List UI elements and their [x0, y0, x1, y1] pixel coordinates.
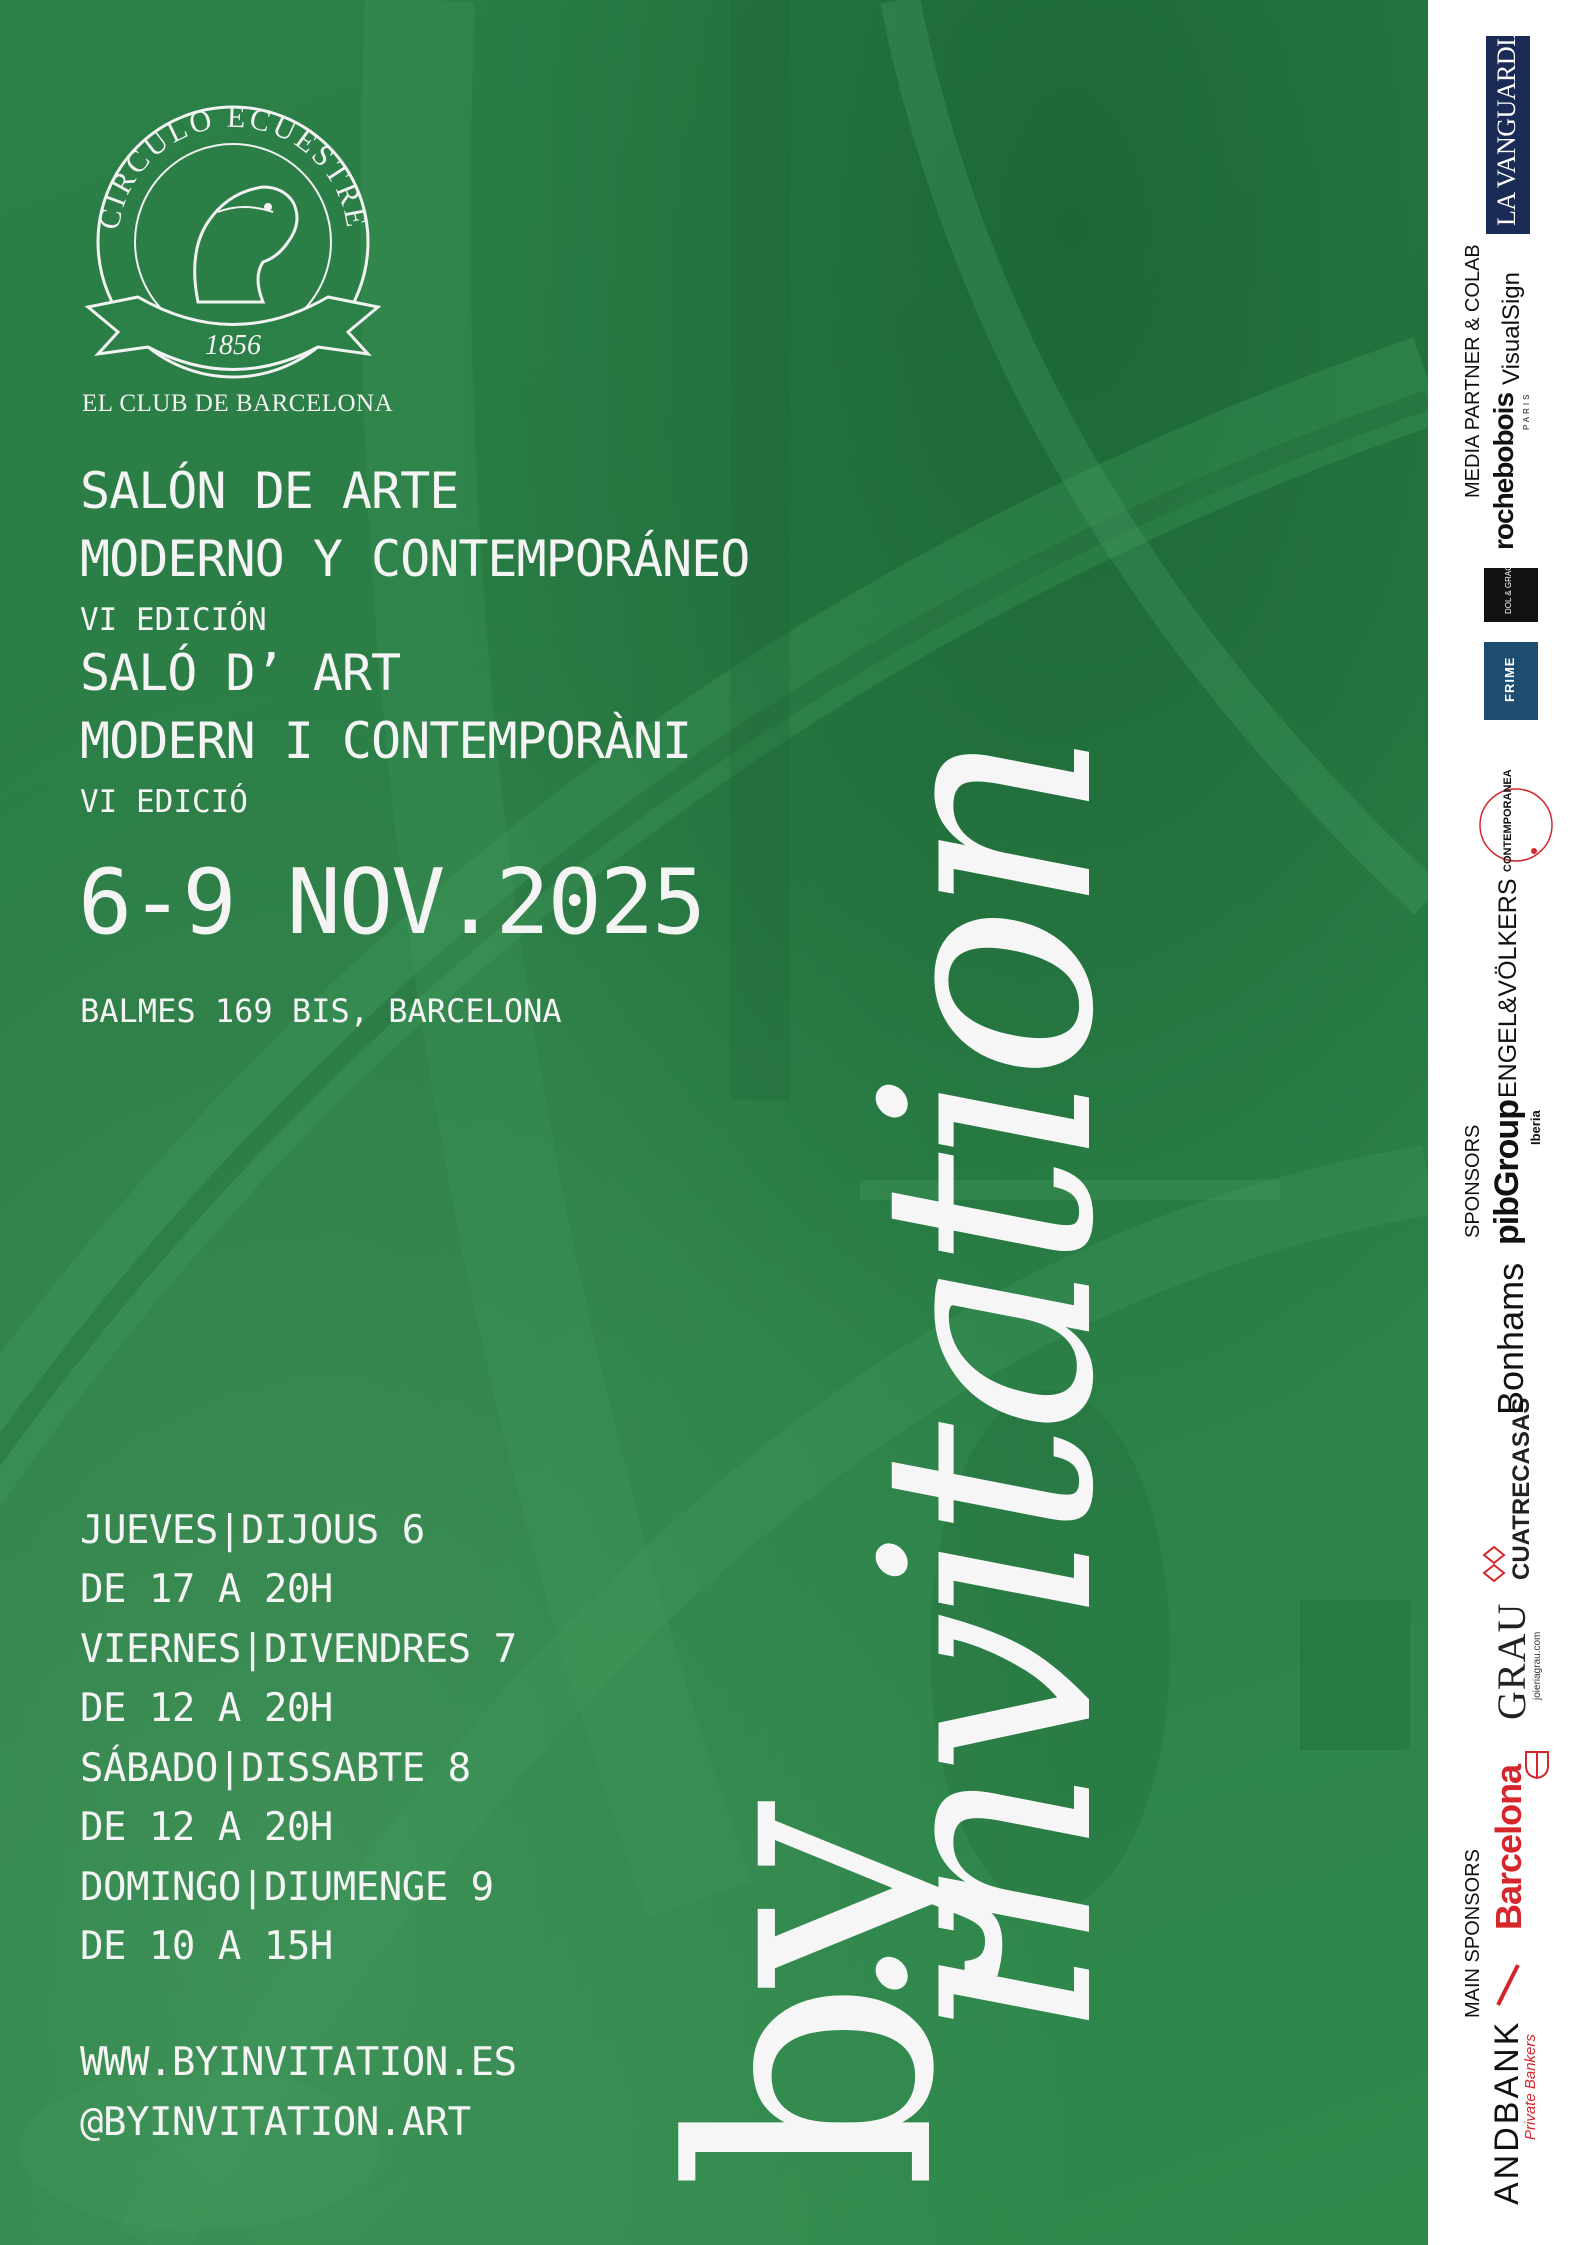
slash-divider	[1488, 1960, 1528, 2010]
frime-logo-text: FRIME	[1502, 656, 1517, 702]
main-sponsors-label: MAIN SPONSORS	[1462, 1849, 1484, 2018]
event-title-es-line1: SALÓN DE ARTE	[80, 462, 459, 520]
dol-grace-logo-text: DOL & GRACE	[1504, 559, 1513, 614]
roche-bobois-logo: rochebobois	[1488, 392, 1519, 550]
cuatrecasas-logo: CUATRECASAS	[1508, 1397, 1535, 1580]
logo-ring-text: CIRCULO ECUESTRE	[92, 100, 374, 233]
edition-es: VI EDICIÓN	[80, 602, 267, 638]
andbank-logo: ANDBANK	[1488, 2019, 1526, 2205]
media-partner-label: MEDIA PARTNER & COLAB	[1462, 244, 1484, 498]
contemporanea-logo-icon	[1476, 785, 1556, 865]
schedule-day: VIERNES|DIVENDRES 7	[80, 1627, 517, 1672]
schedule-day: JUEVES|DIJOUS 6	[80, 1508, 425, 1553]
schedule-hours: DE 17 A 20H	[80, 1567, 333, 1612]
club-name: EL CLUB DE BARCELONA	[82, 390, 394, 417]
event-title-es-line2: MODERNO Y CONTEMPORÁNEO	[80, 530, 750, 588]
dol-grace-logo	[1484, 559, 1538, 622]
barcelona-logo: Barcelona	[1488, 1764, 1529, 1930]
pibgroup-subtitle: Iberia	[1528, 1110, 1543, 1145]
sponsor-strip	[1428, 0, 1587, 2245]
schedule-day: DOMINGO|DIUMENGE 9	[80, 1865, 494, 1910]
contemporanea-logo: CONTEMPORANEA	[1502, 769, 1514, 872]
title-word-by: by	[623, 1808, 1007, 2190]
grau-website: joieriagrau.com	[1532, 1631, 1543, 1700]
engel-volkers-logo: ENGEL&VÖLKERS	[1494, 878, 1522, 1098]
title-word-invitation: invitation	[821, 738, 1158, 2035]
website-link[interactable]: WWW.BYINVITATION.ES	[80, 2040, 517, 2085]
sponsors-label: SPONSORS	[1462, 1124, 1484, 1238]
instagram-handle[interactable]: @BYINVITATION.ART	[80, 2100, 471, 2145]
event-dates: 6-9 NOV.2025	[78, 850, 705, 955]
svg-text:CIRCULO ECUESTRE	[92, 101, 373, 233]
grau-logo: GRAU	[1489, 1602, 1534, 1720]
circulo-ecuestre-logo	[78, 92, 388, 382]
event-title-ca-line2: MODERN I CONTEMPORÀNI	[80, 712, 692, 770]
schedule-hours: DE 12 A 20H	[80, 1686, 333, 1731]
frime-logo	[1484, 642, 1538, 720]
cuatrecasas-emblem-icon	[1480, 1545, 1508, 1583]
andbank-subtitle: Private Bankers	[1522, 2034, 1539, 2140]
la-vanguardia-logo	[1486, 20, 1530, 234]
logo-year: 1856	[205, 330, 261, 361]
schedule-hours: DE 12 A 20H	[80, 1805, 333, 1850]
pibgroup-logo: pibGroup	[1488, 1100, 1526, 1245]
roche-bobois-subtitle: PARIS	[1522, 391, 1531, 430]
barcelona-shield-icon	[1524, 1750, 1550, 1780]
event-title-ca-line1: SALÓ D’ ART	[80, 644, 401, 702]
schedule-hours: DE 10 A 15H	[80, 1924, 333, 1969]
la-vanguardia-logo-text: LA VANGUARDIA	[1492, 20, 1521, 226]
edition-ca: VI EDICIÓ	[80, 784, 248, 820]
schedule-day: SÁBADO|DISSABTE 8	[80, 1746, 471, 1791]
visualsign-logo: VisualSign	[1498, 272, 1525, 385]
bonhams-logo: Bonhams	[1490, 1262, 1531, 1415]
event-address: BALMES 169 BIS, BARCELONA	[80, 992, 562, 1030]
